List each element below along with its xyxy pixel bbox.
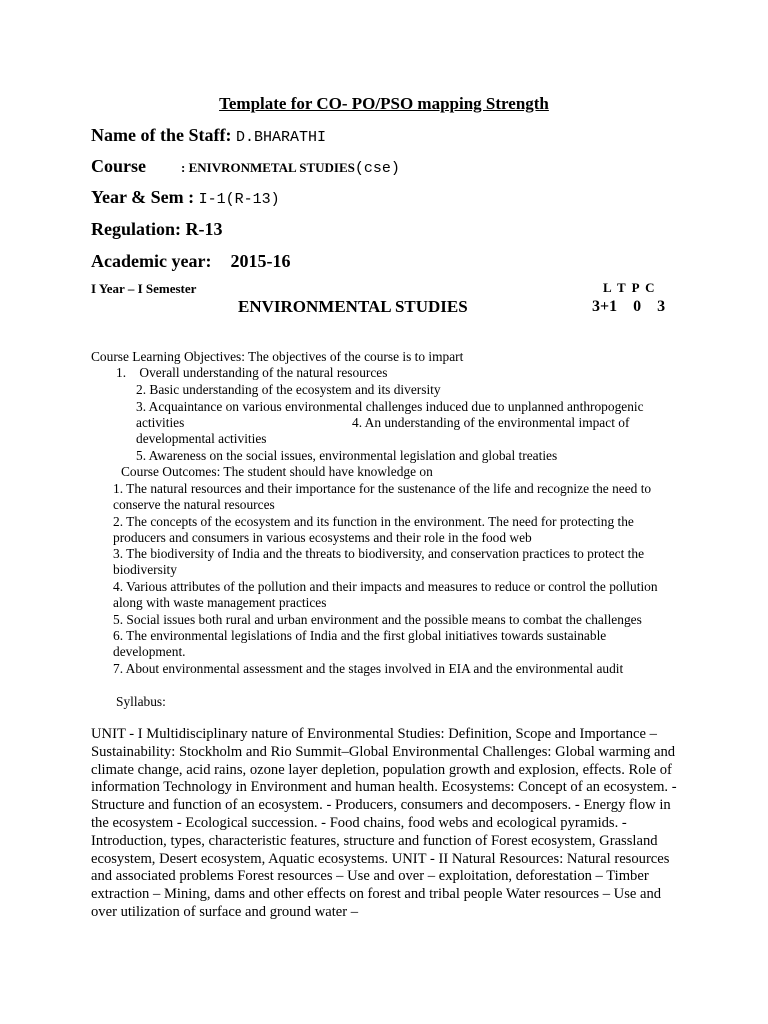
year-sem-label: Year & Sem : bbox=[91, 187, 195, 207]
year-sem-value: I-1(R-13) bbox=[198, 191, 280, 208]
outcome-item-2: 2. The concepts of the ecosystem and its function in the environment. The need for protecting the producers and consumers in various ecosystems and their role in the food web bbox=[113, 514, 634, 546]
staff-value: D.BHARATHI bbox=[235, 129, 326, 146]
objective-item-1: 1. Overall understanding of the natural resources bbox=[116, 365, 388, 380]
syllabus-text: UNIT - I Multidisciplinary nature of Environmental Studies: Definition, Scope and Importance – Sustainability: Stockholm and Rio Summit–Global Environmental Challenges: Global warming and climate change, acid rains, ozone layer depletion, population growth and explosion, effects. Role of information Technology in Environment and human health. Ecosystems: Concept of an ecosystem. - Structure and function of an ecosystem. - Producers, consumers and decomposers. - Energy flow in the ecosystem - Ecological succession. - Food chains, food webs and ecological pyramids. - Introduction, types, characteristic features, structure and function of Forest ecosystem, Grassland ecosystem, Desert ecosystem, Aquatic ecosystems. UNIT - II Natural Resources: Natural resources and associated problems Forest resources – Use and over – exploitation, deforestation – Timber extraction – Mining, dams and other effects on forest and tribal people Water resources – Use and over utilization of surface and ground water – bbox=[91, 726, 677, 920]
year-sem-line bbox=[91, 187, 280, 208]
objectives-intro: Course Learning Objectives: The objectives of the course is to impart bbox=[91, 349, 464, 364]
course-line bbox=[91, 156, 400, 177]
semester-line: I Year – I Semester bbox=[91, 281, 197, 296]
document-title: Template for CO- PO/PSO mapping Strength bbox=[219, 94, 549, 113]
objective-item-2: 2. Basic understanding of the ecosystem and its diversity bbox=[136, 382, 441, 397]
course-suffix: (cse) bbox=[354, 160, 400, 177]
academic-year-label: Academic year: bbox=[91, 251, 212, 271]
regulation-line: Regulation: R-13 bbox=[91, 219, 223, 239]
ltpc-header: L T P C bbox=[603, 280, 655, 295]
academic-year-line bbox=[91, 251, 290, 272]
objective-item-4: 4. An understanding of the environmental impact of bbox=[352, 415, 630, 430]
course-name: : ENIVRONMETAL STUDIES bbox=[181, 160, 355, 175]
academic-year-value: 2015-16 bbox=[230, 251, 291, 271]
objective-item-4-cont: developmental activities bbox=[136, 431, 267, 446]
ltpc-values: 3+1 0 3 bbox=[592, 298, 666, 315]
objective-item-5: 5. Awareness on the social issues, environmental legislation and global treaties bbox=[136, 448, 558, 463]
outcome-item-4: 4. Various attributes of the pollution and their impacts and measures to reduce or control the pollution along with waste management practices bbox=[113, 579, 658, 611]
outcome-item-7: 7. About environmental assessment and the stages involved in EIA and the environmental audit bbox=[113, 661, 624, 676]
objective-item-3: 3. Acquaintance on various environmental challenges induced due to unplanned anthropogenic bbox=[136, 399, 644, 414]
objective-item-3-cont: activities bbox=[136, 415, 185, 430]
outcome-item-3: 3. The biodiversity of India and the threats to biodiversity, and conservation practices to protect the biodiversity bbox=[113, 546, 645, 578]
outcome-item-5: 5. Social issues both rural and urban environment and the possible means to combat the challenges bbox=[113, 612, 642, 627]
outcome-item-1: 1. The natural resources and their importance for the sustenance of the life and recognize the need to conserve the natural resources bbox=[113, 481, 652, 513]
outcome-item-6: 6. The environmental legislations of India and the first global initiatives towards sustainable development. bbox=[113, 628, 607, 660]
staff-line bbox=[91, 125, 326, 146]
outcomes-intro: Course Outcomes: The student should have knowledge on bbox=[121, 464, 433, 479]
course-label: Course bbox=[91, 156, 146, 176]
syllabus-label: Syllabus: bbox=[116, 694, 166, 709]
staff-label: Name of the Staff: bbox=[91, 125, 232, 145]
subject-title: ENVIRONMENTAL STUDIES bbox=[238, 297, 468, 316]
